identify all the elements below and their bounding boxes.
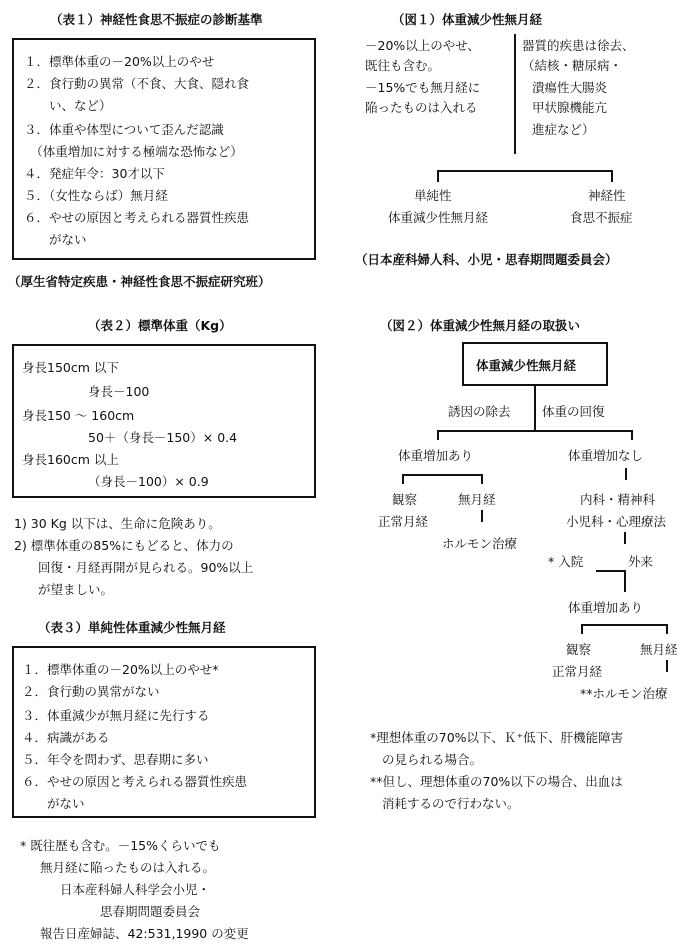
figure1-source: （日本産科婦人科、小児・思春期問題委員会） bbox=[355, 252, 618, 267]
figure2-amenorrhea-2: 無月経 bbox=[640, 642, 678, 657]
figure1-branch-line bbox=[437, 170, 612, 172]
figure2-normal-cycle-2: 正常月経 bbox=[552, 664, 603, 679]
table3-item: ２．食行動の異常がない bbox=[22, 684, 160, 699]
figure1-branch-left: 単純性 bbox=[414, 188, 452, 203]
figure2-connector bbox=[666, 624, 668, 634]
figure2-connector bbox=[581, 624, 583, 634]
figure2-observe: 観察 bbox=[392, 492, 418, 507]
table1-item: ６．やせの原因と考えられる器質性疾患 bbox=[24, 210, 250, 225]
table2-title: （表２）標準体重（Kg） bbox=[88, 318, 232, 333]
figure2-connector bbox=[624, 532, 626, 544]
table3-footnote: * 既往歴も含む。－15%くらいでも bbox=[20, 838, 221, 853]
figure1-left-text: 既往も含む。 bbox=[365, 58, 441, 73]
figure1-right-text: 甲状腺機能亢 bbox=[532, 100, 608, 115]
figure1-branch-right: 食思不振症 bbox=[570, 210, 633, 225]
table1-item: ３．体重や体型について歪んだ認識 bbox=[24, 122, 224, 137]
figure1-right-text: 潰瘍性大腸炎 bbox=[532, 80, 608, 95]
figure2-gain-yes: 体重増加あり bbox=[398, 448, 474, 463]
figure2-specialists: 内科・精神科 bbox=[580, 492, 656, 507]
table2-line: 身長150 ～ 160cm bbox=[22, 408, 135, 423]
figure2-outpatient: 外来 bbox=[628, 554, 654, 569]
figure2-branch-top-left: 誘因の除去 bbox=[448, 404, 511, 419]
figure1-title: （図１）体重減少性無月経 bbox=[392, 12, 543, 27]
figure2-footnote: *理想体重の70%以下、Ｋ⁺低下、肝機能障害 bbox=[370, 730, 624, 745]
figure2-connector bbox=[625, 468, 627, 480]
table3-item: ５．年令を問わず、思春期に多い bbox=[22, 752, 209, 767]
figure1-branch-right: 神経性 bbox=[588, 188, 626, 203]
table2-line: 身長150cm 以下 bbox=[22, 360, 119, 375]
figure2-specialists: 小児科・心理療法 bbox=[566, 514, 667, 529]
table1-title: （表１）神経性食思不振症の診断基準 bbox=[50, 12, 263, 27]
figure2-branch-top-right: 体重の回復 bbox=[542, 404, 605, 419]
figure1-left-text: 陥ったものは入れる bbox=[365, 100, 478, 115]
figure2-gain-yes-2: 体重増加あり bbox=[568, 600, 644, 615]
table2-line: 身長160cm 以上 bbox=[22, 452, 119, 467]
table1-item: ２．食行動の異常（不食、大食、隠れ食 bbox=[24, 76, 250, 91]
table3-item: ６．やせの原因と考えられる器質性疾患 bbox=[22, 774, 248, 789]
table3-item: がない bbox=[22, 796, 85, 811]
table1-item: がない bbox=[24, 232, 87, 247]
figure1-right-text: 器質的疾患は徐去、 bbox=[522, 38, 635, 53]
figure1-divider-line bbox=[514, 34, 516, 154]
figure1-right-text: （結核・糖尿病・ bbox=[522, 58, 623, 73]
figure2-connector bbox=[481, 474, 483, 484]
figure2-connector bbox=[581, 624, 667, 626]
table3-title: （表３）単純性体重減少性無月経 bbox=[38, 620, 226, 635]
figure2-connector bbox=[437, 430, 439, 440]
table2-note: が望ましい。 bbox=[38, 582, 114, 597]
figure2-inpatient: * 入院 bbox=[548, 554, 584, 569]
table1-item: （体重増加に対する極端な恐怖など） bbox=[24, 144, 243, 159]
figure2-hormone-2: **ホルモン治療 bbox=[580, 686, 668, 701]
figure2-amenorrhea: 無月経 bbox=[458, 492, 496, 507]
table3-footnote: 無月経に陥ったものは入れる。 bbox=[40, 860, 216, 875]
figure2-hormone: ホルモン治療 bbox=[442, 536, 518, 551]
table2-line: 50＋（身長－150）× 0.4 bbox=[88, 430, 238, 445]
figure2-footnote: の見られる場合。 bbox=[382, 752, 483, 767]
figure2-connector bbox=[402, 474, 482, 476]
table3-item: １．標準体重の－20%以上のやせ* bbox=[22, 662, 219, 677]
figure2-connector bbox=[534, 384, 536, 430]
figure2-observe-2: 観察 bbox=[566, 642, 592, 657]
table1-item: ４．発症年令：30才以下 bbox=[24, 166, 165, 181]
table2-line: （身長－100）× 0.9 bbox=[88, 474, 209, 489]
figure1-right-text: 進症など） bbox=[532, 122, 595, 137]
figure1-branch-line bbox=[611, 170, 613, 182]
figure2-connector bbox=[631, 430, 633, 440]
figure1-branch-left: 体重減少性無月経 bbox=[388, 210, 489, 225]
table2-note: 回復・月経再開が見られる。90%以上 bbox=[38, 560, 254, 575]
table1-item: １．標準体重の－20%以上のやせ bbox=[24, 54, 215, 69]
figure2-gain-no: 体重増加なし bbox=[568, 448, 644, 463]
table3-footnote: 思春期問題委員会 bbox=[100, 904, 201, 919]
figure2-connector bbox=[666, 660, 668, 672]
table3-item: ４．病識がある bbox=[22, 730, 110, 745]
figure1-left-text: －15%でも無月経に bbox=[365, 80, 481, 95]
figure2-footnote: 消耗するので行わない。 bbox=[382, 796, 520, 811]
table2-note: 1) 30 Kg 以下は、生命に危険あり。 bbox=[14, 516, 221, 531]
table3-footnote: 日本産科婦人科学会小児・ bbox=[60, 882, 211, 897]
table2-note: 2) 標準体重の85%にもどると、体力の bbox=[14, 538, 234, 553]
table2-line: 身長－100 bbox=[88, 384, 150, 399]
figure2-connector bbox=[402, 474, 404, 484]
figure2-normal-cycle: 正常月経 bbox=[378, 514, 429, 529]
figure2-title: （図２）体重減少性無月経の取扱い bbox=[380, 318, 581, 333]
table1-item: い、など） bbox=[24, 98, 112, 113]
table3-item: ３．体重減少が無月経に先行する bbox=[22, 708, 210, 723]
figure2-connector bbox=[624, 570, 626, 592]
figure1-branch-line bbox=[437, 170, 439, 182]
figure2-connector bbox=[437, 430, 632, 432]
figure2-connector bbox=[481, 510, 483, 522]
figure1-left-text: －20%以上のやせ、 bbox=[365, 38, 480, 53]
figure2-footnote: **但し、理想体重の70%以下の場合、出血は bbox=[370, 774, 623, 789]
figure2-connector bbox=[596, 570, 626, 572]
table1-source: （厚生省特定疾患・神経性食思不振症研究班） bbox=[8, 274, 271, 289]
figure2-root: 体重減少性無月経 bbox=[476, 358, 577, 373]
table1-item: ５．（女性ならば）無月経 bbox=[24, 188, 168, 203]
table3-footnote: 報告日産婦誌、42:531,1990 の変更 bbox=[40, 926, 249, 941]
